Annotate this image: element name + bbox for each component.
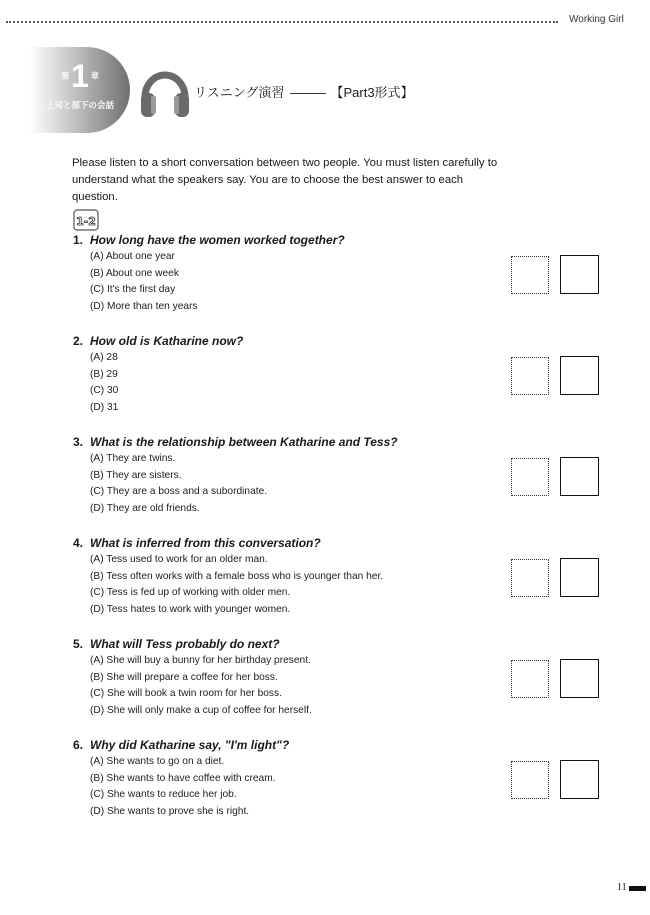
track-number: 1-2: [76, 215, 96, 228]
answer-option: (A) She will buy a bunny for her birthday present.: [90, 655, 311, 666]
answer-box[interactable]: [560, 255, 599, 294]
answer-option: (C) She wants to reduce her job.: [90, 789, 237, 800]
question-title: [73, 737, 289, 754]
answer-box[interactable]: [560, 760, 599, 799]
answer-option: (B) She wants to have coffee with cream.: [90, 772, 276, 784]
header-dotted-rule: [6, 21, 558, 23]
answer-option: (C) They are a boss and a subordinate.: [90, 486, 268, 497]
question-5: [73, 636, 312, 719]
question-4: [73, 535, 383, 618]
question-text: What will Tess probably do next?: [90, 637, 280, 651]
answer-option: (D) She wants to prove she is right.: [90, 805, 250, 817]
question-title: [73, 636, 312, 653]
chapter-number-row: [30, 58, 130, 94]
answer-option: (B) 29: [90, 368, 118, 380]
question-title: [73, 232, 345, 249]
question-title: [73, 333, 243, 350]
answer-box-dotted[interactable]: [511, 559, 549, 597]
question-title: [73, 535, 383, 552]
answer-option: (B) About one week: [90, 267, 179, 279]
question-number: 1.: [73, 233, 84, 247]
answer-option: (A) 28: [90, 352, 118, 363]
question-text: How long have the women worked together?: [90, 233, 345, 247]
question-number: 3.: [73, 435, 84, 449]
headphones-icon: [139, 63, 191, 119]
answer-box[interactable]: [560, 558, 599, 597]
chapter-suffix: 章: [90, 71, 99, 81]
answer-option: (C) Tess is fed up of working with older men.: [90, 587, 291, 598]
question-3: [73, 434, 398, 517]
instructions: Please listen to a short conversation between two people. You must listen carefully to understand what the speakers say. You are to choose the best answer to each question.: [72, 157, 498, 203]
question-text: How old is Katharine now?: [90, 334, 244, 348]
book-title: Working Girl: [569, 14, 624, 25]
page-number: 11: [617, 882, 627, 893]
answer-box-dotted[interactable]: [511, 357, 549, 395]
answer-box-dotted[interactable]: [511, 458, 549, 496]
answer-option: (C) It's the first day: [90, 284, 176, 295]
question-1: [73, 232, 345, 315]
question-text: What is inferred from this conversation?: [90, 536, 321, 550]
question-2: [73, 333, 243, 416]
answer-option: (A) About one year: [90, 251, 175, 262]
question-number: 6.: [73, 738, 84, 752]
chapter-subtitle: 上司と部下の会話: [45, 100, 114, 110]
question-title: [73, 434, 398, 451]
answer-box[interactable]: [560, 457, 599, 496]
section-title-text: リスニング演習: [194, 85, 285, 100]
page-marker-bar: [629, 886, 646, 891]
answer-option: (D) More than ten years: [90, 300, 198, 312]
answer-box[interactable]: [560, 356, 599, 395]
audio-track-icon: [73, 209, 99, 231]
answer-box-dotted[interactable]: [511, 761, 549, 799]
answer-option: (A) They are twins.: [90, 453, 176, 464]
section-title-rule: [290, 93, 326, 94]
chapter-tab: [30, 47, 130, 133]
answer-option: (D) 31: [90, 401, 119, 413]
answer-box[interactable]: [560, 659, 599, 698]
answer-option: (D) She will only make a cup of coffee for herself.: [90, 704, 312, 716]
question-text: Why did Katharine say, "I'm light"?: [90, 738, 290, 752]
answer-box-dotted[interactable]: [511, 660, 549, 698]
answer-option: (A) She wants to go on a diet.: [90, 756, 225, 767]
section-format: 【Part3形式】: [330, 85, 414, 100]
section-title: [194, 82, 414, 101]
answer-option: (B) Tess often works with a female boss who is younger than her.: [90, 570, 384, 582]
answer-option: (C) She will book a twin room for her boss.: [90, 688, 282, 699]
answer-option: (A) Tess used to work for an older man.: [90, 554, 268, 565]
question-number: 4.: [73, 536, 84, 550]
question-text: What is the relationship between Katharine and Tess?: [90, 435, 398, 449]
answer-option: (B) She will prepare a coffee for her boss.: [90, 671, 278, 683]
answer-box-dotted[interactable]: [511, 256, 549, 294]
question-6: [73, 737, 289, 820]
chapter-prefix: 第: [61, 71, 70, 81]
answer-option: (B) They are sisters.: [90, 469, 182, 481]
answer-option: (D) They are old friends.: [90, 502, 200, 514]
chapter-number: 1: [71, 58, 89, 94]
question-number: 2.: [73, 334, 84, 348]
answer-option: (C) 30: [90, 385, 119, 396]
question-number: 5.: [73, 637, 84, 651]
answer-option: (D) Tess hates to work with younger women.: [90, 603, 291, 615]
